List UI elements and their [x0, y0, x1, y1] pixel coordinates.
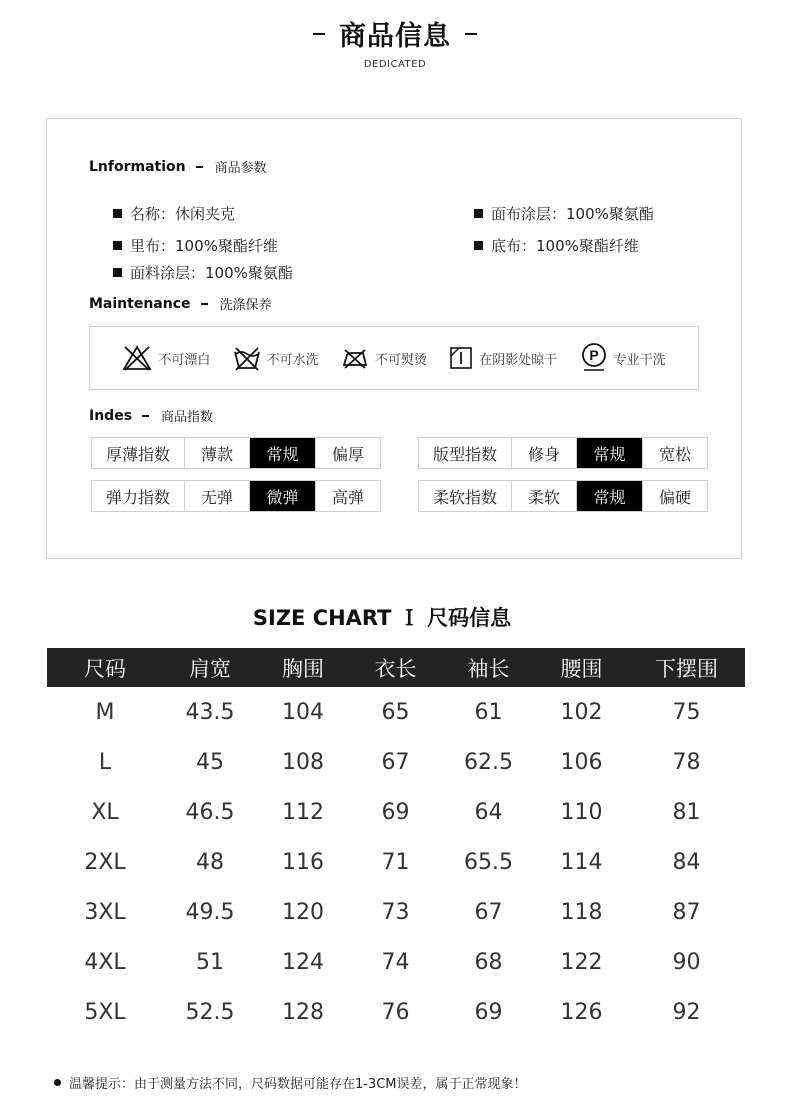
table-cell: 81 [672, 799, 701, 825]
table-cell: 51 [196, 949, 224, 975]
care-item-no-bleach: 不可漂白 [122, 344, 210, 372]
index-option-selected: 微弹 [250, 481, 316, 512]
index-option-selected: 常规 [577, 481, 643, 512]
table-cell: 102 [560, 699, 603, 725]
table-row [47, 787, 745, 837]
info-item-lining: 里布：100%聚酯纤维 [113, 235, 278, 256]
table-cell: 65.5 [464, 849, 513, 875]
table-cell: 64 [474, 799, 503, 825]
column-header: 尺码 [47, 648, 163, 687]
table-cell: 118 [560, 899, 603, 925]
index-fit [418, 437, 708, 469]
index-option-selected: 常规 [577, 438, 643, 469]
index-thickness [91, 437, 381, 469]
size-chart-header-row [47, 648, 745, 687]
section-header [0, 14, 790, 70]
maintenance-label [89, 294, 272, 313]
table-cell: XL [91, 799, 119, 825]
footnote-text: 温馨提示：由于测量方法不同，尺码数据可能存在1-3CM误差，属于正常现象！ [69, 1077, 527, 1092]
table-cell: 128 [282, 999, 324, 1025]
info-item-name: 名称：休闲夹克 [113, 203, 235, 224]
table-cell: 110 [560, 799, 603, 825]
bullet-square-icon [474, 209, 483, 218]
table-cell: 116 [282, 849, 324, 875]
product-info-panel [46, 118, 742, 559]
maintenance-label-zh: 洗涤保养 [219, 298, 272, 313]
dry-clean-symbol: P [588, 347, 599, 363]
index-option: 偏硬 [643, 481, 708, 512]
information-label-zh: 商品参数 [214, 161, 267, 176]
column-header: 腰围 [535, 648, 628, 687]
table-cell: 74 [381, 949, 410, 975]
table-cell: 112 [282, 799, 324, 825]
size-chart-title: SIZE CHART Ｉ 尺码信息 [252, 606, 512, 630]
page-subtitle: DEDICATED [363, 59, 427, 70]
index-option-selected: 常规 [250, 438, 316, 469]
info-item-face-coating: 面布涂层：100%聚氨酯 [474, 203, 654, 224]
page-title-text: 商品信息 [339, 21, 451, 52]
dry-clean-icon [580, 343, 608, 373]
size-chart-body [47, 687, 745, 1037]
index-option: 宽松 [643, 438, 708, 469]
table-cell: 114 [560, 849, 603, 875]
table-cell: 76 [381, 999, 410, 1025]
table-cell: 2XL [84, 849, 126, 875]
table-cell: 122 [560, 949, 603, 975]
table-cell: 92 [672, 999, 701, 1025]
table-cell: 43.5 [185, 699, 235, 725]
index-option: 无弹 [185, 481, 250, 512]
column-header: 衣长 [349, 648, 442, 687]
table-cell: 108 [282, 749, 324, 775]
page-title [313, 14, 477, 53]
index-name: 柔软指数 [419, 481, 512, 512]
table-cell: 78 [672, 749, 701, 775]
index-name: 版型指数 [419, 438, 512, 469]
table-cell: 45 [196, 749, 224, 775]
table-cell: 84 [672, 849, 701, 875]
table-cell: 49.5 [185, 899, 235, 925]
care-item-no-wash: 不可水洗 [233, 345, 319, 371]
table-cell: 3XL [84, 899, 126, 925]
info-item-fabric-coating: 面料涂层：100%聚氨酯 [113, 262, 293, 283]
size-chart-table [47, 648, 745, 1037]
table-row [47, 687, 745, 737]
table-cell: 71 [381, 849, 410, 875]
table-cell: 48 [196, 849, 224, 875]
information-label-en: Lnformation [89, 158, 186, 175]
table-cell: 61 [474, 699, 503, 725]
table-cell: 67 [474, 899, 503, 925]
table-cell: 73 [381, 899, 410, 925]
table-cell: 126 [560, 999, 603, 1025]
table-row [47, 737, 745, 787]
table-cell: 52.5 [185, 999, 235, 1025]
table-cell: 124 [282, 949, 324, 975]
title-dash-right [465, 33, 477, 35]
table-cell: 69 [381, 799, 410, 825]
table-row [47, 887, 745, 937]
column-header: 肩宽 [163, 648, 257, 687]
table-cell: 46.5 [185, 799, 235, 825]
info-item-base: 底布：100%聚酯纤维 [474, 235, 639, 256]
bullet-square-icon [474, 241, 483, 250]
column-header: 下摆围 [628, 648, 745, 687]
no-bleach-icon [122, 344, 152, 372]
care-item-dry-clean: P 专业干洗 [580, 343, 666, 373]
indexes-label-en: Indes [89, 407, 133, 424]
column-header: 袖长 [442, 648, 535, 687]
no-iron-icon [341, 346, 369, 370]
index-option: 薄款 [185, 438, 250, 469]
index-option: 柔软 [512, 481, 577, 512]
bullet-square-icon [113, 268, 122, 277]
index-softness [418, 480, 708, 512]
table-cell: 62.5 [464, 749, 513, 775]
table-cell: 104 [282, 699, 324, 725]
table-cell: 120 [282, 899, 324, 925]
shade-dry-icon [449, 346, 473, 370]
column-header: 胸围 [257, 648, 349, 687]
table-cell: 69 [474, 999, 503, 1025]
table-cell: 4XL [84, 949, 126, 975]
index-elasticity [91, 480, 381, 512]
table-cell: L [98, 749, 112, 775]
table-row [47, 837, 745, 887]
maintenance-label-en: Maintenance [89, 295, 191, 312]
table-cell: 75 [672, 699, 701, 725]
table-cell: 67 [381, 749, 410, 775]
care-instructions [89, 326, 699, 390]
indexes-label [89, 406, 213, 425]
index-name: 弹力指数 [92, 481, 185, 512]
table-row [47, 937, 745, 987]
table-cell: M [95, 699, 115, 725]
no-wash-icon [233, 345, 261, 371]
care-item-no-iron: 不可熨烫 [341, 346, 427, 370]
table-cell: 106 [560, 749, 603, 775]
index-option: 高弹 [316, 481, 381, 512]
title-dash-left [313, 33, 325, 35]
table-row [47, 987, 745, 1037]
indexes-label-zh: 商品指数 [161, 410, 214, 425]
table-cell: 65 [381, 699, 410, 725]
information-label [89, 157, 267, 176]
care-item-shade-dry: 在阴影处晾干 [449, 346, 557, 370]
index-name: 厚薄指数 [92, 438, 185, 469]
table-cell: 68 [474, 949, 503, 975]
bullet-square-icon [113, 209, 122, 218]
index-option: 偏厚 [316, 438, 381, 469]
table-cell: 90 [672, 949, 701, 975]
table-cell: 5XL [84, 999, 126, 1025]
bullet-dot-icon [54, 1079, 61, 1086]
index-option: 修身 [512, 438, 577, 469]
bullet-square-icon [113, 241, 122, 250]
table-cell: 87 [672, 899, 701, 925]
footnote [54, 1073, 527, 1092]
